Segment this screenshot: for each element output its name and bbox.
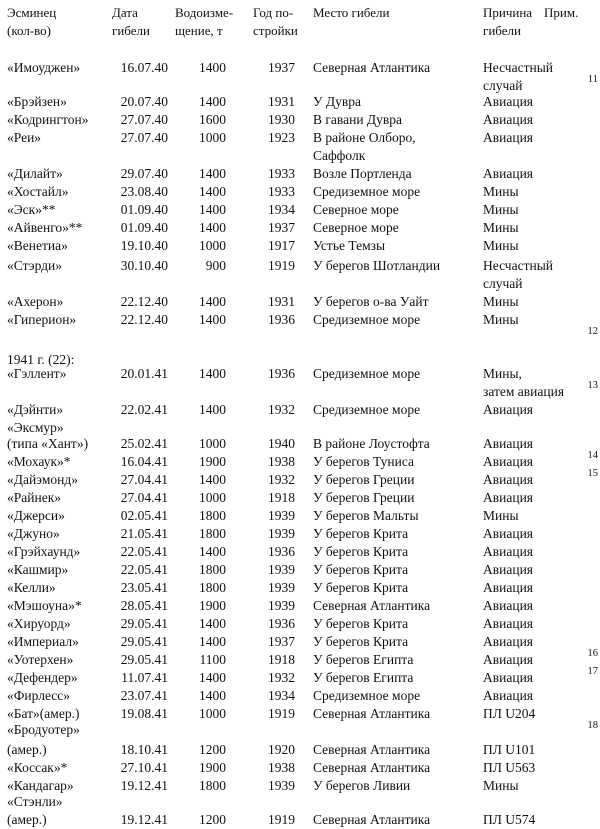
ship-name: (типа «Хант») [7,436,89,451]
header-year-line2: стройки [253,23,298,38]
ship-name: «Грэйхаунд» [7,544,81,559]
ship-name: «Келли» [7,580,56,595]
build-year: 1919 [268,812,295,827]
loss-cause: Авиация [483,94,533,109]
loss-cause: Авиация [483,454,533,469]
ship-name: «Стэнли» [7,794,63,809]
ship-name: «Хируорд» [7,616,71,631]
loss-place: Северная Атлантика [313,812,431,827]
displacement: 1000 [199,238,226,253]
loss-cause: Авиация [483,670,533,685]
displacement: 1400 [199,166,226,181]
loss-place: Средиземное море [313,688,421,703]
loss-date: 19.08.41 [120,706,168,721]
loss-date: 29.05.41 [120,616,168,631]
footnote-number: 17 [587,666,598,677]
loss-cause: Мины [483,312,519,327]
loss-cause: Авиация [483,562,533,577]
build-year: 1918 [268,652,295,667]
loss-place: Северная Атлантика [313,60,431,75]
footnote-number: 15 [587,468,598,479]
build-year: 1937 [268,634,295,649]
header-cause-line2: гибели [483,23,521,38]
ship-name: «Гиперион» [7,312,77,327]
displacement: 900 [205,258,226,273]
displacement: 1400 [199,184,226,199]
loss-date: 19.12.41 [120,812,168,827]
header-ship: Эсминец [7,5,57,20]
loss-cause-line2: затем авиация [483,384,565,399]
ship-name: «Мохаук»* [7,454,71,469]
loss-cause: ПЛ U574 [483,812,536,827]
loss-cause: Авиация [483,130,533,145]
build-year: 1931 [268,94,295,109]
loss-date: 19.10.40 [120,238,168,253]
loss-date: 16.07.40 [120,60,168,75]
displacement: 1000 [199,706,226,721]
loss-place: В гавани Дувра [313,112,402,127]
loss-date: 20.07.40 [120,94,168,109]
footnote-number: 14 [587,450,598,461]
loss-date: 27.04.41 [120,490,168,505]
build-year: 1939 [268,526,295,541]
footnote-number: 13 [587,380,598,391]
loss-date: 23.07.41 [120,688,168,703]
displacement: 1400 [199,294,226,309]
loss-cause-line2: случай [483,78,523,93]
loss-date: 11.07.41 [121,670,168,685]
build-year: 1936 [268,544,295,559]
displacement: 1800 [199,526,226,541]
displacement: 1400 [199,688,226,703]
loss-date: 30.10.40 [120,258,168,273]
displacement: 1400 [199,402,226,417]
loss-place: У берегов Греции [313,490,415,505]
loss-date: 22.05.41 [120,544,168,559]
build-year: 1932 [268,402,295,417]
loss-place: У берегов Крита [313,526,409,541]
displacement: 1900 [199,760,226,775]
header-displacement-line2: щение, т [175,23,223,38]
ship-name: «Дефендер» [7,670,78,685]
ship-name: «Бродуотер» [7,722,80,737]
loss-place: У берегов Крита [313,544,409,559]
loss-cause: Авиация [483,472,533,487]
header-date: Дата [112,5,138,20]
loss-place: У берегов Ливии [313,778,411,793]
displacement: 1600 [199,112,226,127]
loss-cause-line2: случай [483,276,523,291]
displacement: 1400 [199,544,226,559]
loss-date: 25.02.41 [120,436,168,451]
ship-name: «Райнек» [7,490,61,505]
loss-cause: Авиация [483,598,533,613]
build-year: 1939 [268,562,295,577]
header-date-line2: гибели [112,23,150,38]
build-year: 1939 [268,580,295,595]
displacement: 1100 [199,652,226,667]
loss-place: У берегов Мальты [313,508,419,523]
displacement: 1400 [199,94,226,109]
displacement: 1200 [199,742,226,757]
displacement: 1400 [199,616,226,631]
loss-date: 27.07.40 [120,112,168,127]
displacement: 1800 [199,508,226,523]
loss-cause: Несчастный [483,60,553,75]
loss-cause: Мины, [483,366,522,381]
ship-name: «Эксмур» [7,420,64,435]
build-year: 1937 [268,220,295,235]
displacement: 1900 [199,598,226,613]
displacement: 1800 [199,580,226,595]
loss-place: У берегов Туниса [313,454,414,469]
loss-cause: Мины [483,202,519,217]
loss-cause: Авиация [483,526,533,541]
build-year: 1931 [268,294,295,309]
ship-name: (амер.) [7,742,47,757]
loss-place: В районе Лоустофта [313,436,430,451]
loss-place: Возле Портленда [313,166,412,181]
build-year: 1938 [268,760,295,775]
loss-place: У берегов Крита [313,580,409,595]
displacement: 1000 [199,436,226,451]
build-year: 1933 [268,166,295,181]
loss-date: 21.05.41 [120,526,168,541]
loss-date: 19.12.41 [120,778,168,793]
ship-name: «Стэрди» [7,258,63,273]
loss-cause: Авиация [483,580,533,595]
loss-place: В районе Олборо, [313,130,416,145]
ship-name: «Кандагар» [7,778,74,793]
displacement: 1400 [199,220,226,235]
ship-name: 1941 г. (22): [7,352,75,367]
build-year: 1932 [268,670,295,685]
loss-place-line2: Саффолк [313,148,366,163]
displacement: 1800 [199,562,226,577]
build-year: 1939 [268,508,295,523]
ship-name: «Дилайт» [7,166,63,181]
loss-place: У берегов Крита [313,634,409,649]
displacement: 1000 [199,490,226,505]
build-year: 1930 [268,112,295,127]
ship-name: «Айвенго»** [7,220,83,235]
loss-place: У берегов Египта [313,652,414,667]
loss-cause: ПЛ U563 [483,760,536,775]
displacement: 1800 [199,778,226,793]
build-year: 1939 [268,778,295,793]
loss-cause: Авиация [483,166,533,181]
loss-place: У берегов Крита [313,562,409,577]
loss-place: Северное море [313,202,399,217]
displacement: 1400 [199,312,226,327]
ship-name: «Ахерон» [7,294,64,309]
build-year: 1923 [268,130,295,145]
loss-cause: Авиация [483,652,533,667]
loss-place: Северная Атлантика [313,760,431,775]
header-year: Год по- [253,5,294,20]
loss-date: 27.07.40 [120,130,168,145]
ship-name: «Кашмир» [7,562,69,577]
build-year: 1919 [268,258,295,273]
loss-date: 22.05.41 [120,562,168,577]
build-year: 1940 [268,436,295,451]
loss-date: 23.05.41 [120,580,168,595]
ship-name: «Эск»** [7,202,56,217]
ship-name: «Джуно» [7,526,60,541]
displacement: 1400 [199,202,226,217]
loss-date: 22.02.41 [120,402,168,417]
ship-name: «Коссак»* [7,760,68,775]
ship-name: «Уотерхен» [7,652,74,667]
build-year: 1934 [268,202,295,217]
ship-name: «Фирлесс» [7,688,71,703]
loss-date: 20.01.41 [120,366,168,381]
build-year: 1936 [268,366,295,381]
loss-date: 22.12.40 [120,312,168,327]
ship-name: «Брэйзен» [7,94,67,109]
build-year: 1938 [268,454,295,469]
build-year: 1936 [268,312,295,327]
ship-name: «Мэшоуна»* [7,598,82,613]
build-year: 1932 [268,472,295,487]
loss-cause: Мины [483,508,519,523]
loss-date: 29.07.40 [120,166,168,181]
footnote-number: 18 [587,720,598,731]
loss-cause: Мины [483,778,519,793]
loss-place: Средиземное море [313,366,421,381]
loss-date: 23.08.40 [120,184,168,199]
loss-cause: Авиация [483,490,533,505]
header-place: Место гибели [313,5,390,20]
header-displacement: Водоизме- [175,5,234,20]
ship-name: «Реи» [7,130,42,145]
displacement: 1200 [199,812,226,827]
ship-name: «Бат»(амер.) [7,706,80,721]
ship-name: «Венетиа» [7,238,68,253]
build-year: 1920 [268,742,295,757]
loss-place: Северная Атлантика [313,706,431,721]
loss-cause: ПЛ U204 [483,706,536,721]
loss-cause: Авиация [483,112,533,127]
loss-date: 27.10.41 [120,760,168,775]
loss-date: 18.10.41 [120,742,168,757]
loss-cause: Авиация [483,688,533,703]
footnote-number: 11 [587,74,598,85]
ship-name: «Гэллент» [7,366,67,381]
header-note: Прим. [544,5,579,20]
build-year: 1917 [268,238,295,253]
loss-place: У берегов о-ва Уайт [313,294,429,309]
header-ship-count: (кол-во) [7,23,52,38]
ship-name: «Кодрингтон» [7,112,89,127]
loss-date: 01.09.40 [120,202,168,217]
footnote-number: 12 [587,326,598,337]
loss-date: 01.09.40 [120,220,168,235]
ship-name: «Хостайл» [7,184,69,199]
ship-name: «Джерси» [7,508,65,523]
loss-cause: Мины [483,238,519,253]
loss-cause: Мины [483,294,519,309]
loss-place: Средиземное море [313,312,421,327]
loss-cause: Мины [483,220,519,235]
displacement: 1900 [199,454,226,469]
loss-place: Устье Темзы [313,238,386,253]
displacement: 1000 [199,130,226,145]
header-cause: Причина [483,5,533,20]
loss-place: Средиземное море [313,402,421,417]
loss-place: У берегов Шотландии [313,258,441,273]
ship-name: «Дайэмонд» [7,472,78,487]
ship-name: «Дэйнти» [7,402,64,417]
loss-place: Северная Атлантика [313,598,431,613]
loss-place: У Дувра [313,94,362,109]
build-year: 1919 [268,706,295,721]
loss-place: У берегов Египта [313,670,414,685]
build-year: 1939 [268,598,295,613]
build-year: 1937 [268,60,295,75]
loss-cause: Авиация [483,402,533,417]
loss-cause: Авиация [483,436,533,451]
loss-date: 29.05.41 [120,634,168,649]
loss-date: 28.05.41 [120,598,168,613]
loss-cause: Авиация [483,544,533,559]
footnote-number: 16 [587,648,598,659]
loss-place: У берегов Греции [313,472,415,487]
loss-cause: Мины [483,184,519,199]
loss-date: 22.12.40 [120,294,168,309]
ship-name: (амер.) [7,812,47,827]
loss-place: Северное море [313,220,399,235]
loss-cause: Авиация [483,634,533,649]
loss-date: 29.05.41 [120,652,168,667]
displacement: 1400 [199,60,226,75]
build-year: 1936 [268,616,295,631]
displacement: 1400 [199,634,226,649]
loss-cause: Авиация [483,616,533,631]
loss-place: Средиземное море [313,184,421,199]
ship-name: «Империал» [7,634,79,649]
build-year: 1918 [268,490,295,505]
loss-place: У берегов Крита [313,616,409,631]
build-year: 1933 [268,184,295,199]
loss-date: 27.04.41 [120,472,168,487]
loss-date: 16.04.41 [120,454,168,469]
loss-place: Северная Атлантика [313,742,431,757]
displacement: 1400 [199,366,226,381]
build-year: 1934 [268,688,295,703]
loss-cause: Несчастный [483,258,553,273]
ship-name: «Имоуджен» [7,60,81,75]
loss-cause: ПЛ U101 [483,742,536,757]
displacement: 1400 [199,472,226,487]
loss-date: 02.05.41 [120,508,168,523]
displacement: 1400 [199,670,226,685]
